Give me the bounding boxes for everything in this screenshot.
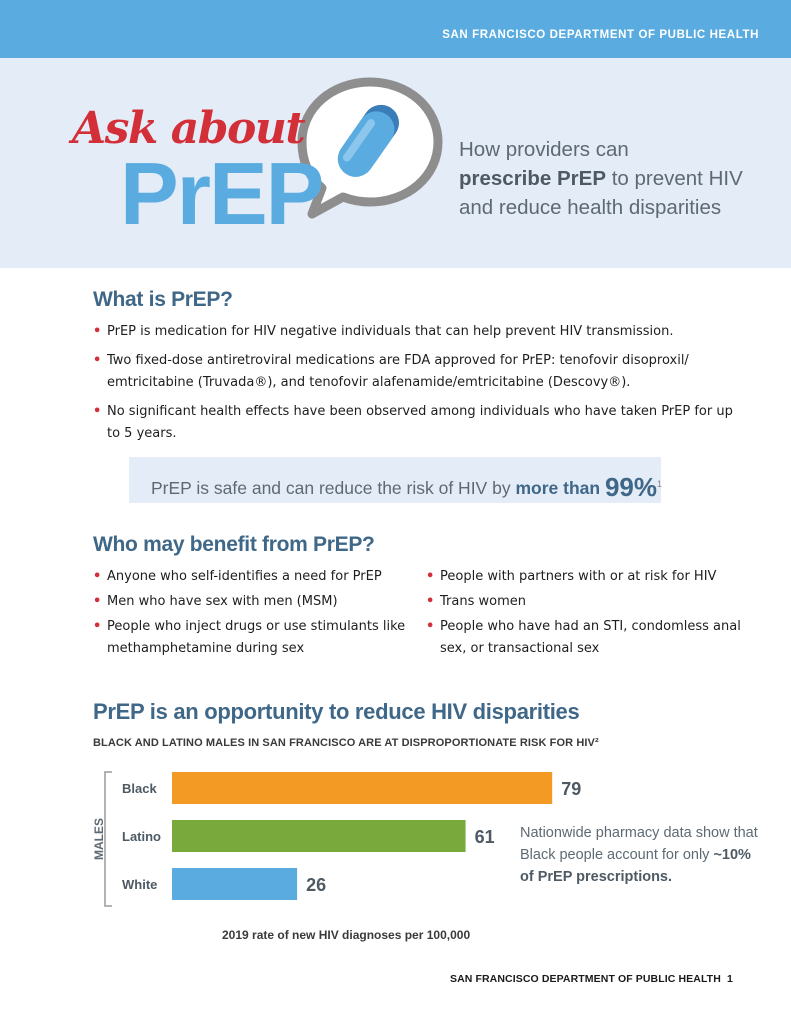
section-heading-disparities: PrEP is an opportunity to reduce HIV disparities [93,699,580,724]
value-label-white: 26 [306,875,327,895]
bullet-icon: • [426,594,435,609]
bullet-icon: • [93,594,102,609]
bullet-icon: • [93,569,102,584]
group-label: MALES [92,818,106,860]
callout-stat: 99% [604,472,657,502]
bullet-icon: • [93,353,102,368]
bar-white [172,868,297,900]
bullet-icon: • [426,569,435,584]
list-item: • People who have had an STI, condomless anal sex, or transactional sex [426,616,746,660]
callout-text: PrEP is safe and can reduce the risk of HIV by more than 99%$^1$ [151,472,663,502]
header-org: SAN FRANCISCO DEPARTMENT OF PUBLIC HEALTH [442,29,759,41]
list-item: • Anyone who self-identifies a need for PrEP [93,566,413,588]
bullet-icon: • [93,619,102,634]
page-number: 1 [727,973,733,985]
hero-tagline: How providers can prescribe PrEP to prevent HIV and reduce health disparities [459,138,743,219]
footnote-marker: 1 [657,479,663,490]
pharmacy-note: Nationwide pharmacy data show that Black people account for only ~10% of PrEP prescriptions. [520,825,758,885]
tick-label-black: Black [122,781,157,796]
bullet-icon: • [93,324,102,339]
tick-label-latino: Latino [122,829,161,844]
section-heading-who: Who may benefit from PrEP? [93,533,375,556]
group-bracket [105,772,112,906]
list-item: • Men who have sex with men (MSM) [93,591,413,613]
bar-latino [172,820,466,852]
chart-subheading: BLACK AND LATINO MALES IN SAN FRANCISCO ARE AT DISPROPORTIONATE RISK FOR HIV² [93,737,599,749]
value-label-latino: 61 [474,827,495,847]
list-item: • PrEP is medication for HIV negative individuals that can help prevent HIV transmission. [93,321,733,343]
bar-black [172,772,552,804]
bullet-icon: • [93,404,102,419]
list-item: • No significant health effects have been observed among individuals who have taken PrEP for up to 5 years. [93,401,733,445]
hero-title-line1: Ask about [72,103,305,154]
section-heading-what: What is PrEP? [93,288,233,311]
footer-org: SAN FRANCISCO DEPARTMENT OF PUBLIC HEALTH [450,973,721,985]
tick-label-white: White [122,877,158,892]
x-axis-label: 2019 rate of new HIV diagnoses per 100,000 [222,928,471,942]
bullet-icon: • [426,619,435,634]
hero-title-line2: PrEP [120,144,323,243]
list-item: • Trans women [426,591,746,613]
list-item: • People who inject drugs or use stimulants like methamphetamine during sex [93,616,413,660]
value-label-black: 79 [561,779,582,799]
list-item: • People with partners with or at risk for HIV [426,566,746,588]
list-item: • Two fixed-dose antiretroviral medications are FDA approved for PrEP: tenofovir disoproxil/ emtricitabine (Truvada®), and tenofovir alafenamide/emtricitabine (Descovy®). [93,350,733,394]
